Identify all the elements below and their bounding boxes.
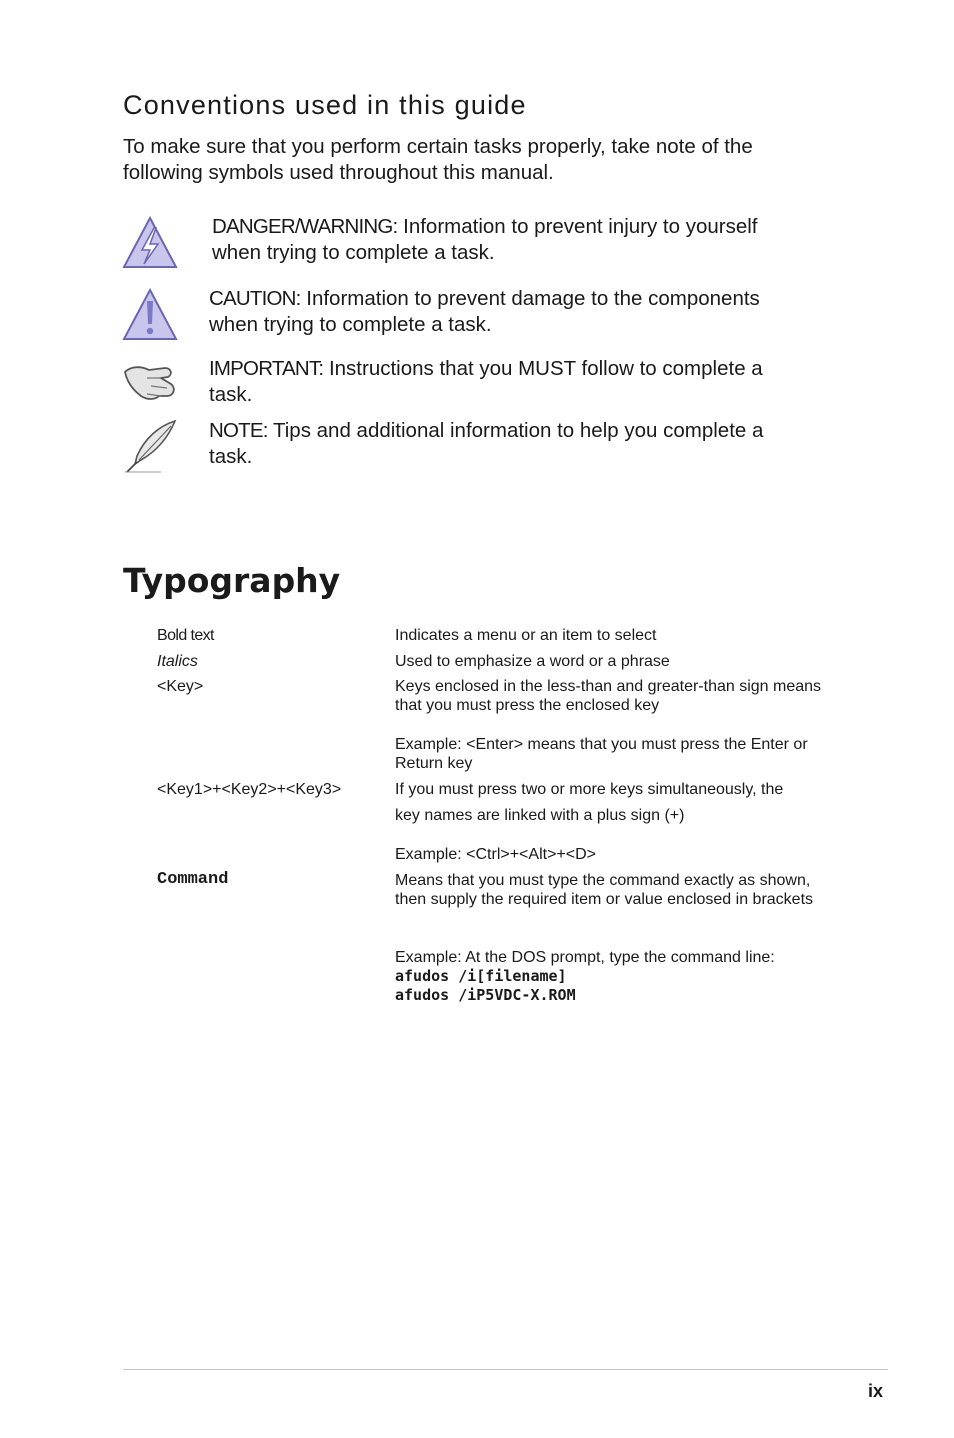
typography-example: Example: <Enter> means that you must press the Enter or Return key	[395, 736, 808, 772]
note-quill-icon	[121, 418, 179, 474]
notice-note	[209, 418, 809, 470]
command-line: afudos /i[filename]	[395, 967, 567, 985]
typography-term-command: Command	[157, 870, 229, 889]
typography-desc: Indicates a menu or an item to select	[395, 627, 657, 644]
notice-body: Information to prevent injury to yourself when trying to complete a task.	[212, 215, 758, 264]
footer-rule	[123, 1369, 888, 1370]
notice-body: Information to prevent damage to the components when trying to complete a task.	[209, 287, 760, 336]
section-heading-conventions: Conventions used in this guide	[123, 90, 527, 120]
typography-term-key: <Key>	[157, 678, 204, 695]
page-number: ix	[868, 1381, 884, 1401]
typography-term-italics: Italics	[157, 653, 198, 670]
important-hand-icon	[121, 354, 179, 410]
notice-label: IMPORTANT:	[209, 357, 324, 380]
conventions-intro: To make sure that you perform certain tasks properly, take note of the following symbols used throughout this manual.	[123, 135, 753, 184]
section-heading-typography: Typography	[123, 561, 341, 600]
typography-desc: If you must press two or more keys simultaneously, the	[395, 781, 784, 798]
typography-desc: Keys enclosed in the less-than and greater-than sign means that you must press the enclosed key	[395, 678, 822, 714]
notice-danger-warning	[212, 214, 812, 266]
notice-important	[209, 356, 809, 408]
typography-desc-continued: key names are linked with a plus sign (+)	[395, 807, 685, 824]
caution-exclamation-triangle-icon	[121, 286, 179, 342]
typography-term-bold: Bold text	[157, 627, 214, 644]
notice-label: CAUTION:	[209, 287, 301, 310]
command-line: afudos /iP5VDC-X.ROM	[395, 986, 576, 1004]
typography-example: Example: At the DOS prompt, type the command line:	[395, 949, 775, 966]
typography-term-key-combo: <Key1>+<Key2>+<Key3>	[157, 781, 342, 798]
notice-label: DANGER/WARNING:	[212, 215, 398, 238]
typography-desc: Means that you must type the command exactly as shown, then supply the required item or value enclosed in brackets	[395, 872, 814, 908]
danger-lightning-triangle-icon	[121, 214, 179, 270]
typography-example: Example: <Ctrl>+<Alt>+<D>	[395, 846, 596, 863]
notice-caution	[209, 286, 809, 338]
notice-body: Tips and additional information to help you complete a task.	[209, 419, 764, 468]
notice-body: Instructions that you MUST follow to complete a task.	[209, 357, 763, 406]
typography-desc: Used to emphasize a word or a phrase	[395, 653, 670, 670]
notice-label: NOTE:	[209, 419, 268, 442]
